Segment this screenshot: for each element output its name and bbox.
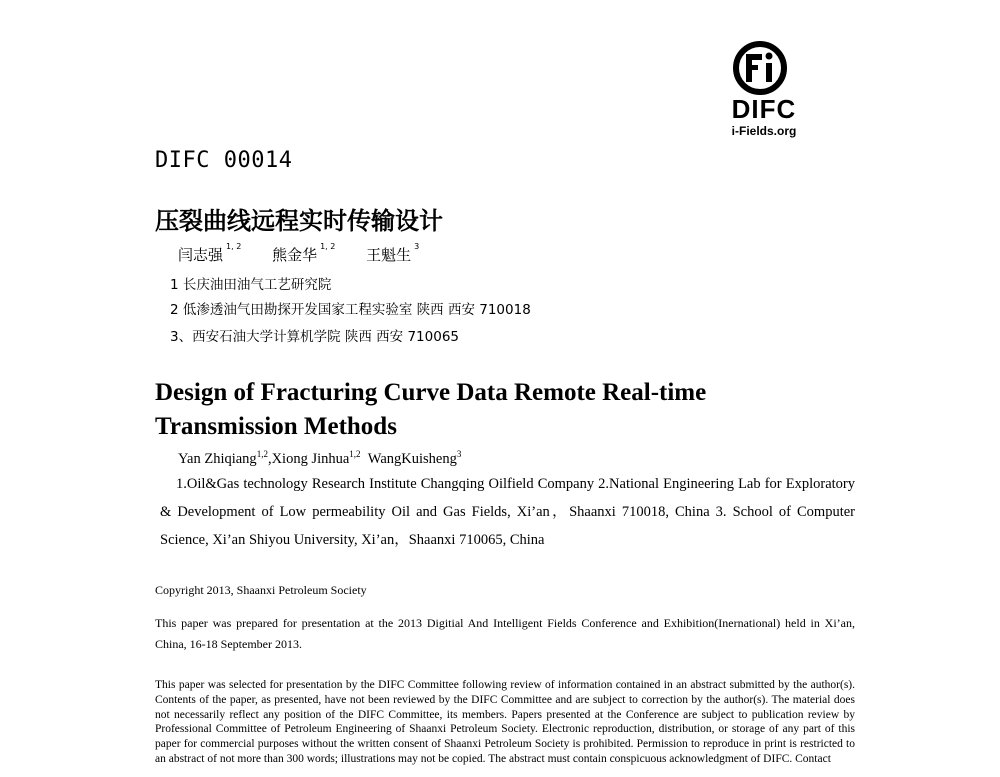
review-disclaimer: This paper was selected for presentation by the DIFC Committee following review of information contained in an abstract submitted by the author(s). Contents of the paper, as presented, have not been reviewed by the DIFC Committee and are subject to correction by the author(s). The material does not necessarily reflect any position of the DIFC Committee, its members. Papers presented at the Conference are subject to publication review by Professional Committee of Petroleum Engineering of Shaanxi Petroleum Society. Electronic reproduction, distribution, or storage of any part of this paper for commercial purposes without the written consent of Shaanxi Petroleum Society is prohibited. Permission to reproduce in print is restricted to an abstract of not more than 300 words; illustrations may not be copied. The abstract must contain conspicuous acknowledgment of DIFC. Contact — [155, 679, 855, 765]
copyright-notice: Copyright 2013, Shaanxi Petroleum Society — [155, 583, 367, 597]
chinese-affiliation-2: 2 低渗透油气田勘探开发国家工程实验室 陕西 西安 710018 — [170, 302, 531, 318]
english-title-line-1: Design of Fracturing Curve Data Remote Real-time — [155, 379, 707, 406]
chinese-author: 闫志强 $^{1, 2}$ — [178, 242, 242, 264]
chinese-affiliation-3: 3、西安石油大学计算机学院 陕西 西安 710065 — [170, 329, 459, 345]
logo-wordmark: DIFC — [731, 94, 797, 124]
chinese-title: 压裂曲线远程实时传输设计 — [155, 207, 443, 235]
difc-logo-mark — [732, 40, 788, 96]
english-affiliations: 1.Oil&Gas technology Research Institute Changqing Oilfield Company 2.National Engineering Lab for Exploratory & Development of Low permeability Oil and Gas Fields, Xi’an，Shaanxi 710018, China 3. School of Computer Science, Xi’an Shiyou University, Xi’an，Shaanxi 710065, China — [160, 476, 855, 548]
english-author: WangKuisheng$^3$ — [367, 449, 462, 467]
chinese-author: 王魁生 $^3$ — [366, 242, 420, 264]
chinese-authors — [178, 244, 445, 265]
english-title-line-2: Transmission Methods — [155, 413, 397, 440]
chinese-affiliation-1: 1 长庆油田油气工艺研究院 — [170, 277, 332, 293]
english-authors — [178, 449, 461, 468]
difc-logo — [716, 40, 812, 150]
english-title — [155, 376, 855, 444]
logo-url: i-Fields.org — [731, 124, 797, 138]
chinese-author: 熊金华 $^{1, 2}$ — [272, 242, 336, 264]
english-author: Xiong Jinhua$^{1,2}$ — [271, 449, 361, 467]
conference-note: This paper was prepared for presentation at the 2013 Digitial And Intelligent Fields Conference and Exhibition(Inernational) held in Xi’an, China, 16-18 September 2013. — [155, 616, 855, 651]
english-author: Yan Zhiqiang$^{1,2}$, — [178, 449, 272, 467]
paper-id: DIFC 00014 — [155, 148, 293, 173]
